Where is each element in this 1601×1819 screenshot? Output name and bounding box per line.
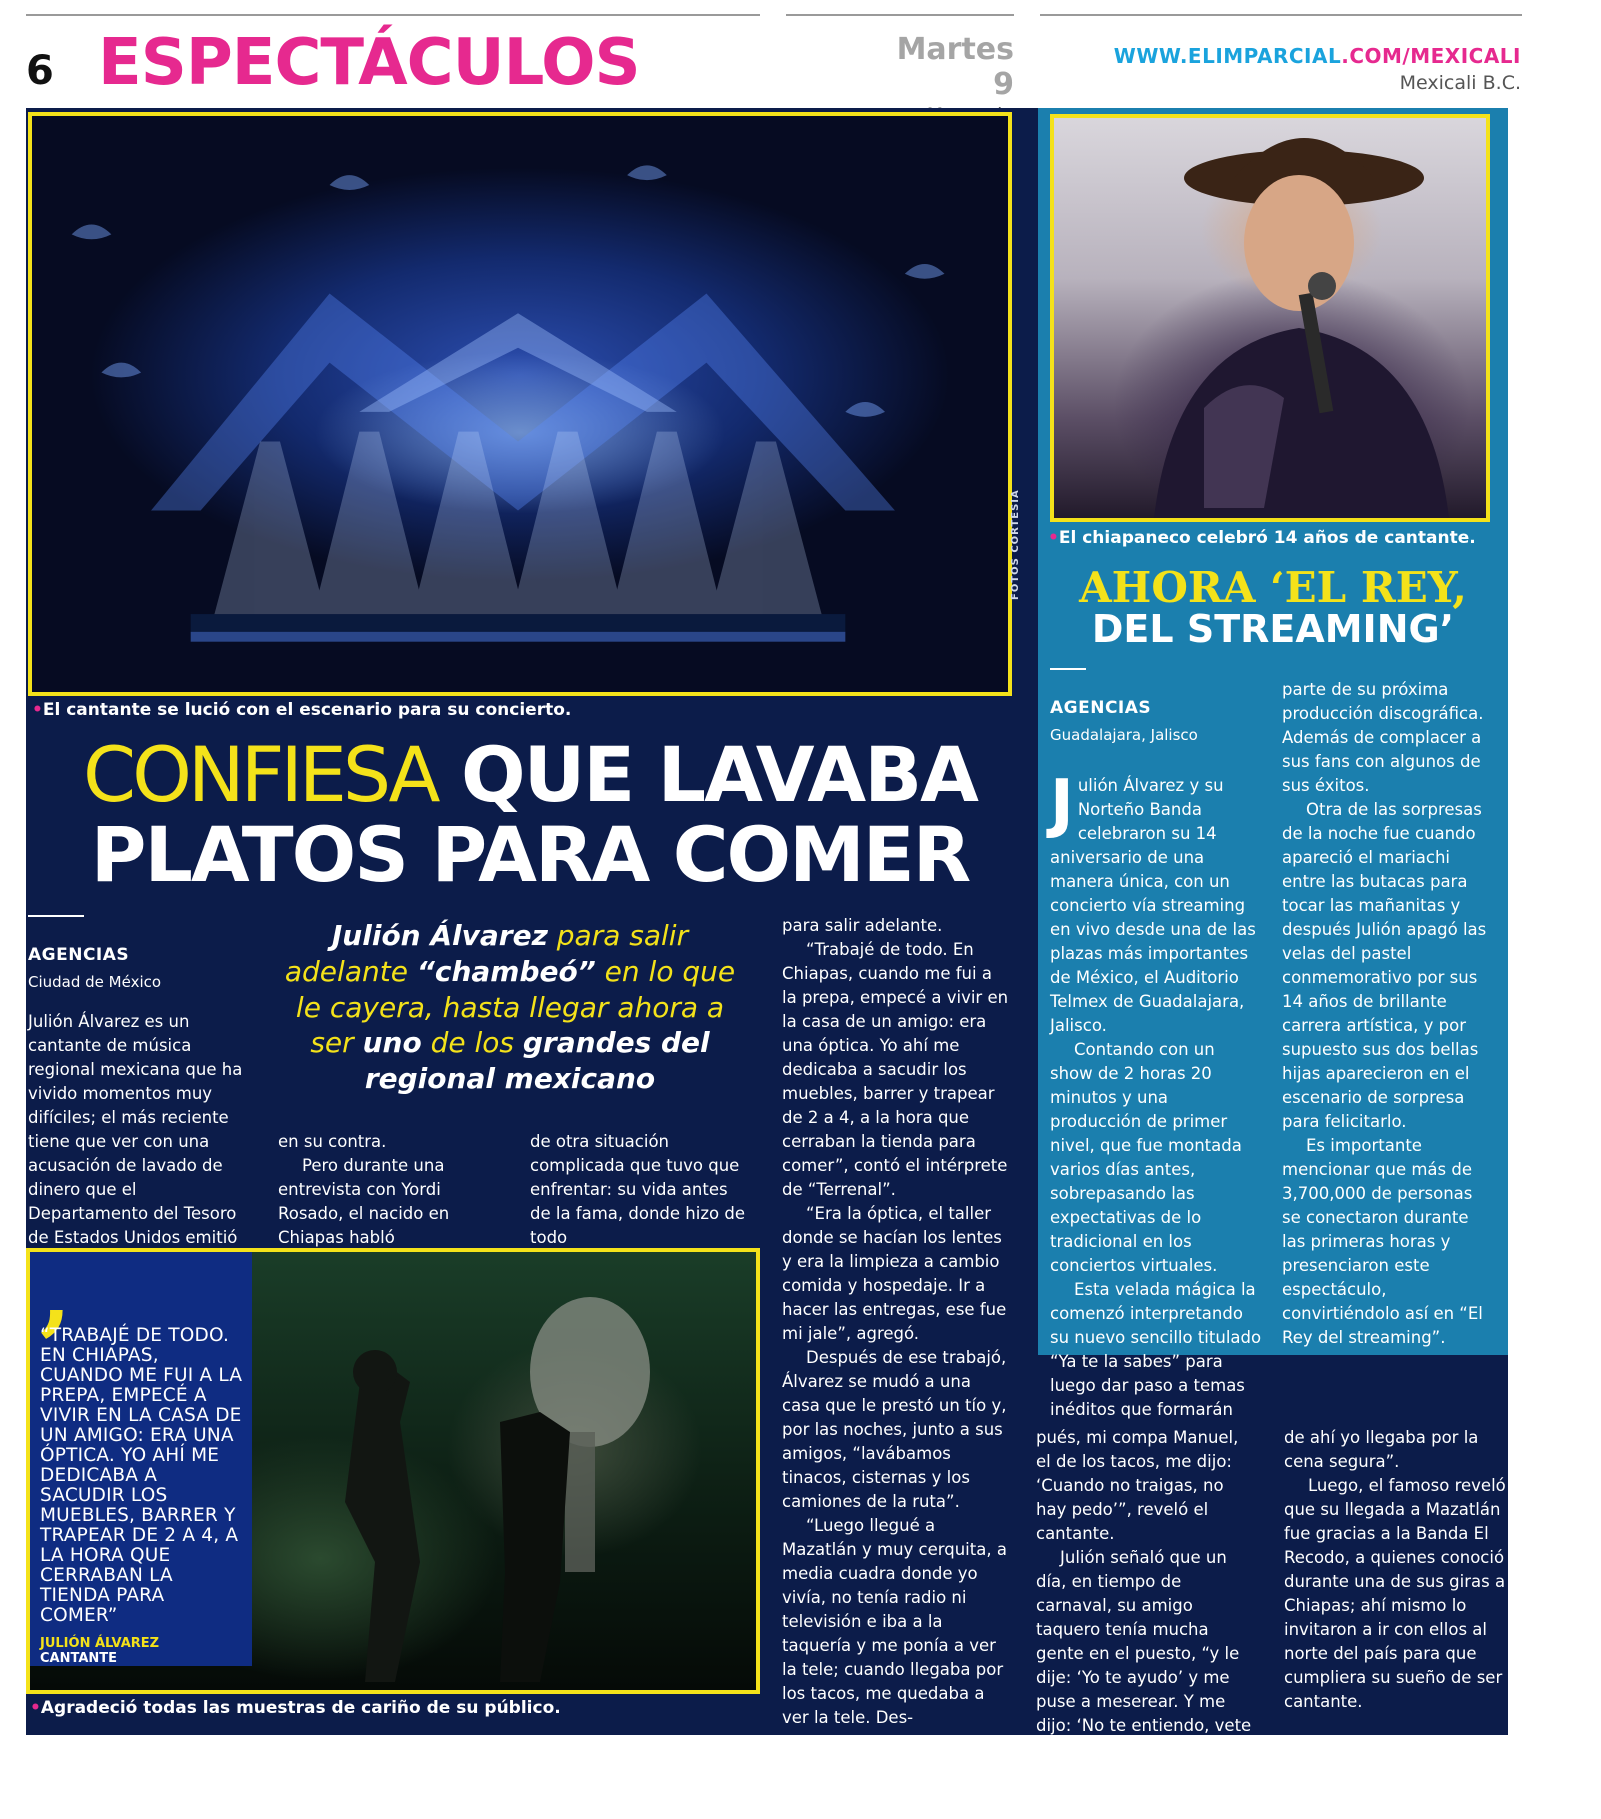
sidebar-byline-agency: AGENCIAS (1050, 698, 1152, 718)
sidebar-byline (1050, 698, 1198, 744)
column-paragraph: “Trabajé de todo. En Chiapas, cuando me fui a la prepa, empecé a vivir en la casa de un amigo: era una óptica. Yo ahí me dedicaba a sacudir los muebles, barrer y trapear de 2 a 4, a la hora que cerraban la tienda para comer”, contó el intérprete de “Terrenal”. (782, 940, 1009, 1199)
column-paragraph: para salir adelante. (782, 916, 943, 935)
main-byline (28, 945, 161, 991)
site-url-path: .COM/MEXICALI (1341, 44, 1521, 68)
section-title: ESPECTÁCULOS (98, 26, 640, 100)
column-paragraph: Otra de las sorpresas de la noche fue cuando apareció el mariachi entre las butacas para tocar las mañanitas y después Julión apagó las velas del pastel conmemorativo por sus 14 años de brillante carrera artística, y por supuesto sus dos bellas hijas aparecieron en el escenario de sorpresa para felicitarlo. (1282, 800, 1487, 1131)
column-paragraph: Luego, el famoso reveló que su llegada a Mazatlán fue gracias a la Banda El Recodo, a quienes conoció durante una de sus giras a Chiapas; ahí mismo lo invitaron a ir con ellos al norte del país para que cumpliera su sueño de ser cantante. (1284, 1476, 1506, 1711)
quote-text: “TRABAJÉ DE TODO. EN CHIAPAS, CUANDO ME FUI A LA PREPA, EMPECÉ A VIVIR EN LA CASA DE UN AMIGO: ERA UNA ÓPTICA. YO AHÍ ME DEDICABA A SACUDIR LOS MUEBLES, BARRER Y TRAPEAR DE 2 A 4, A LA HORA QUE CERRABAN LA TIENDA PARA COMER” (40, 1325, 243, 1626)
sidebar-column-1 (1050, 767, 1262, 1422)
date-day: Martes 9 (896, 32, 1014, 102)
column-paragraph: Es importante mencionar que más de 3,700,000 de personas se conectaron durante las primeras horas y presenciaron este espectáculo, convirtiéndolo así en “El Rey del streaming”. (1282, 1136, 1483, 1347)
photo-credit: FOTOS CORTESIA (1010, 489, 1021, 600)
column-paragraph: “Luego llegué a Mazatlán y muy cerquita, a media cuadra donde yo vivía, no tenía radio ni televisión e iba a la taquería y me ponía a ver la tele; cuando llegaba por los tacos, me quedaba a ver la tele. Des- (782, 1516, 1007, 1727)
header-rule-right (1040, 14, 1522, 16)
column-paragraph: parte de su próxima producción discográfica. Además de complacer a sus fans con algunos de sus éxitos. (1282, 680, 1484, 795)
column-paragraph: Julión señaló que un día, en tiempo de carnaval, su amigo taquero tenía mucha gente en el puesto, “y le dije: ‘Yo te ayudo’ y me puse a meserear. Y me dijo: ‘No te entiendo, vete a lavar trastes’. Y a partir (1036, 1548, 1252, 1759)
drop-cap: J (1050, 767, 1074, 841)
page-number: 6 (26, 48, 54, 94)
sidebar-byline-rule (1050, 668, 1086, 670)
main-column-4 (782, 914, 1010, 1730)
quote-attribution-role: CANTANTE (40, 1651, 118, 1666)
column-paragraph: de ahí yo llegaba por la cena segura”. (1284, 1428, 1479, 1471)
singer-silhouette (1054, 118, 1486, 518)
headline-highlight: CONFIESA (83, 730, 437, 819)
singer-photo (1050, 114, 1490, 522)
byline-city: Ciudad de México (28, 973, 162, 991)
quote-mark-icon: , (40, 1248, 72, 1346)
column-paragraph: Contando con un show de 2 horas 20 minutos y una producción de primer nivel, que fue montada varios días antes, sobrepasando las expectativas de lo tradicional en los conciertos virtuales. (1050, 1040, 1242, 1275)
site-info (1114, 44, 1521, 94)
sidebar-headline-line2: DEL STREAMING’ (1091, 607, 1455, 652)
pull-quote (30, 1248, 252, 1666)
sidebar-column-2 (1282, 678, 1496, 1350)
main-column-3 (530, 1130, 752, 1250)
column-paragraph: “Era la óptica, el taller donde se hacían los lentes y era la limpieza a cambio comida y hospedaje. Ir a hacer las entregas, ese fue mi jale”, agregó. (782, 1204, 1007, 1343)
header-rule-middle (786, 14, 1014, 16)
column-paragraph: Julión Álvarez es un cantante de música regional mexicana que ha vivido momentos muy difíciles; el más reciente tiene que ver con una acusación de lavado de dinero que el Departamento del Tesoro de Estados Unidos emitió (28, 1012, 243, 1247)
column-paragraph: pués, mi compa Manuel, el de los tacos, me dijo: ‘Cuando no traigas, no hay pedo’”, reveló el cantante. (1036, 1428, 1239, 1543)
sidebar-column-4 (1284, 1426, 1506, 1714)
column-paragraph: Después de ese trabajó, Álvarez se mudó a una casa que le prestó un tío y, por las noches, junto a sus amigos, “lavábamos tinacos, cisternas y los camiones de la ruta”. (782, 1348, 1007, 1511)
column-paragraph: Esta velada mágica la comenzó interpretando su nuevo sencillo titulado “Ya te la sabes” para luego dar paso a temas inéditos que formarán (1050, 1280, 1262, 1419)
concert-photo-caption: •Agradeció todas las muestras de cariño de su público. (30, 1698, 561, 1718)
main-column-1 (28, 1010, 250, 1250)
byline-rule (28, 915, 84, 917)
main-headline (70, 730, 990, 899)
sidebar-byline-city: Guadalajara, Jalisco (1050, 726, 1198, 744)
concert-photo (26, 1248, 760, 1694)
column-paragraph: Pero durante una entrevista con Yordi Rosado, el nacido en Chiapas habló (278, 1156, 450, 1247)
article-deck: Julión Álvarez para salir adelante “chambeó” en lo que le cayera, hasta llegar ahora a ser uno de los grandes del regional mexicano (284, 919, 736, 1096)
byline-agency: AGENCIAS (28, 945, 130, 965)
headline-line1: QUE LAVABA (436, 730, 977, 819)
site-location: Mexicali B.C. (1399, 72, 1521, 94)
stage-lights-graphic (32, 116, 1008, 692)
quote-attribution-name: JULIÓN ÁLVAREZ (40, 1636, 160, 1651)
column-paragraph: en su contra. (278, 1132, 387, 1151)
site-url[interactable] (1114, 44, 1521, 68)
singer-photo-caption: •El chiapaneco celebró 14 años de cantante. (1048, 528, 1476, 548)
sidebar-column-3 (1036, 1426, 1258, 1762)
site-url-domain: WWW.ELIMPARCIAL (1113, 44, 1342, 68)
stage-photo (28, 112, 1012, 696)
stage-photo-caption: •El cantante se lució con el escenario para su concierto. (32, 700, 572, 720)
sidebar-headline (1040, 563, 1506, 652)
main-column-2 (278, 1130, 506, 1250)
sidebar-headline-line1: AHORA ‘EL REY, (1079, 563, 1467, 612)
headline-line2: PLATOS PARA COMER (90, 809, 970, 899)
column-paragraph: Julión Álvarez y su Norteño Banda celebraron su 14 aniversario de una manera única, con un concierto vía streaming en vivo desde una de las plazas más importantes de México, el Auditorio Telmex de Guadalajara, Jalisco. (1050, 767, 1256, 1035)
column-paragraph: de otra situación complicada que tuvo que enfrentar: su vida antes de la fama, donde hizo de todo (530, 1132, 745, 1247)
header-rule-left (26, 14, 760, 16)
